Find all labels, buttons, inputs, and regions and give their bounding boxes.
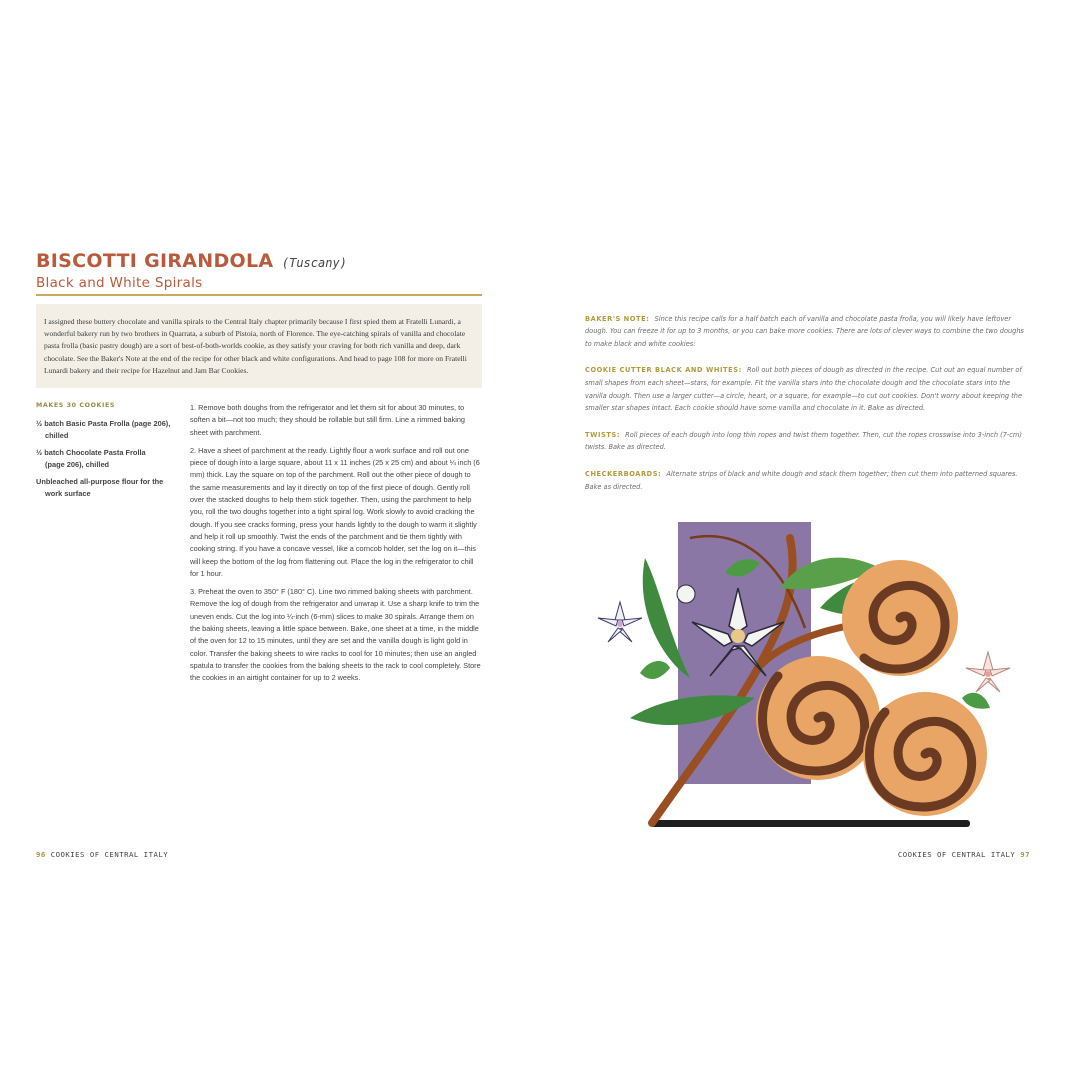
recipe-title: BISCOTTI GIRANDOLA <box>36 250 274 272</box>
ingredient-item: ½ batch Basic Pasta Frolla (page 206), chilled <box>36 419 171 440</box>
footer-right <box>898 850 1030 859</box>
ingredient-item: Unbleached all-purpose flour for the work surface <box>36 477 164 498</box>
intro-box <box>36 304 482 388</box>
note-cookie-cutter: COOKIE CUTTER BLACK AND WHITES: Roll out both pieces of dough as directed in the recipe. Cut out an equal number of small shapes from each sheet—stars, for example. Fit the vanilla stars into the chocolate dough and the chocolate stars into the vanilla dough. Then use a larger cutter—a circle, heart, or a square, for example—to cut out cookies. Don't worry about keeping the smaller star shapes intact. Each cookie should have some vanilla and chocolate in it. Bake as directed. <box>585 366 1023 413</box>
footer-section-left: COOKIES OF CENTRAL ITALY <box>50 850 169 859</box>
ingredient-list <box>36 418 171 505</box>
page-number-left: 96 <box>36 850 46 859</box>
footer-left <box>36 850 168 859</box>
footer-section-right: COOKIES OF CENTRAL ITALY <box>897 850 1016 859</box>
recipe-title-row <box>36 250 486 272</box>
blossom-small-left <box>598 602 642 642</box>
leaf <box>640 661 670 679</box>
page-number-right: 97 <box>1020 850 1030 859</box>
blossom-small-right <box>966 652 1010 692</box>
spiral-cookie-top <box>842 560 958 676</box>
method-step: 2. Have a sheet of parchment at the ready. Lightly flour a work surface and roll out one piece of dough into a large square, about 11 x 11 inches (25 x 25 cm) and about ¼ inch (6 mm) thick. Lay the square on top of the parchment. Roll out the other piece of dough to the same measurements and lay it directly on top of the first piece of dough. Gently roll over the stacked doughs to help them stick together. Then, using the parchment to help you, roll the two doughs together into a tight spiral log. Work slowly to avoid cracking the dough. If you see cracks forming, press your hands lightly to the dough to warm it slightly and help it roll up smoothly. Twist the ends of the parchment and tie them tightly with cooking string. If you have a concave vessel, like a corncob holder, set the log on it—this will keep the bottom of the log from flattening out. Place the log in the refrigerator to chill for 1 hour. <box>190 445 480 578</box>
recipe-region: (Tuscany) <box>281 256 347 270</box>
bakers-notes <box>585 306 1025 507</box>
note-bakers: BAKER'S NOTE: Since this recipe calls for a half batch each of vanilla and chocolate pasta frolla, you will likely have leftover dough. You can freeze it for up to 3 months, or you can bake more cookies. There are lots of clever ways to combine the two doughs to make black and white cookies: <box>585 314 1024 348</box>
spiral-cookie-right <box>863 692 987 816</box>
recipe-subtitle: Black and White Spirals <box>36 275 203 291</box>
note-checkerboards: CHECKERBOARDS: Alternate strips of black and white dough and stack them together; then cut them into patterned squares. Bake as directed. <box>585 469 1018 491</box>
method-steps <box>190 402 482 691</box>
ground-shadow <box>650 820 970 827</box>
method-step: 1. Remove both doughs from the refrigerator and let them sit for about 30 minutes, to soften a bit—not too much; they should be rollable but still firm. Line a rimmed baking sheet with parchment. <box>190 403 465 437</box>
intro-text: I assigned these buttery chocolate and vanilla spirals to the Central Italy chapter primarily because I first spied them at Fratelli Lunardi, a wonderful bakery run by two brothers in Quarrata, a suburb of Pistoia, north of Florence. The eye-catching spirals of vanilla and chocolate pasta frolla (basic pastry dough) are a sort of best-of-both-worlds cookie, as they satisfy your craving for both rich vanilla and deep, dark chocolate. See the Baker's Note at the end of the recipe for other black and white configurations. And head to page 108 for more on Fratelli Lunardi bakery and their recipe for Hazelnut and Jam Bar Cookies. <box>44 317 467 375</box>
blossom-bud <box>677 585 695 603</box>
note-twists: TWISTS: Roll pieces of each dough into long thin ropes and twist them together. Then, cut the ropes crosswise into 3-inch (7-cm) twists. Bake as directed. <box>585 430 1022 452</box>
cookie-illustration <box>590 518 1030 833</box>
leaf <box>962 693 990 709</box>
title-divider <box>36 294 482 296</box>
method-step: 3. Preheat the oven to 350° F (180° C). Line two rimmed baking sheets with parchment. Remove the log of dough from the refrigerator and unwrap it. Use a sharp knife to trim the uneven ends. Cut the log into ¼-inch (6-mm) slices to make 30 spirals. Arrange them on the baking sheets, leaving a little space between. Bake, one sheet at a time, in the middle of the oven for 12 to 15 minutes, until they are set and the vanilla dough is light gold in color. Transfer the baking sheets to wire racks to cool for 10 minutes; then use an angled spatula to transfer the cookies from the baking sheets to the rack to cool completely. Store the cookies in an airtight container for up to 2 weeks. <box>190 587 481 683</box>
spiral-cookie-middle <box>756 656 880 780</box>
ingredient-item: ½ batch Chocolate Pasta Frolla (page 206), chilled <box>36 448 146 469</box>
yield-label: MAKES 30 COOKIES <box>36 402 115 409</box>
